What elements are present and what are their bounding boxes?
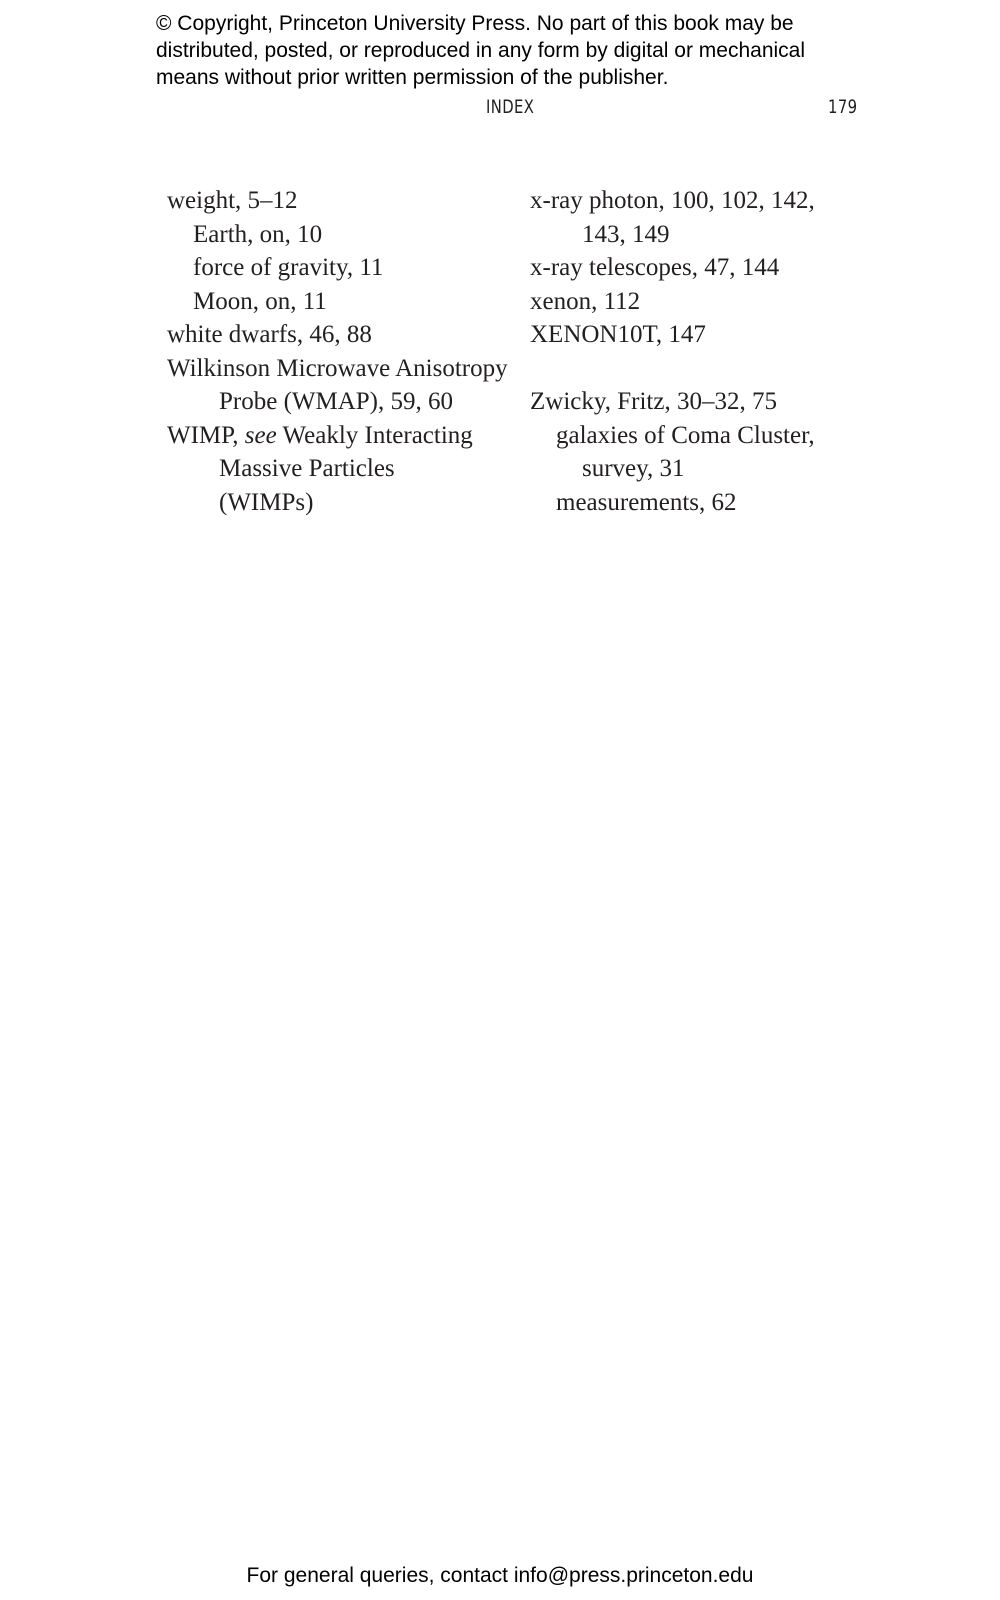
running-head <box>0 96 1000 126</box>
page-number: 179 <box>828 96 858 118</box>
index-entry-xenon10t: XENON10T, 147 <box>530 321 706 348</box>
copyright-line: distributed, posted, or reproduced in any form by digital or mechanical <box>156 39 806 62</box>
index-entry-zwicky: Zwicky, Fritz, 30–32, 75 <box>530 388 777 415</box>
index-entry-continuation: survey, 31 <box>582 455 685 482</box>
index-entry-continuation: 143, 149 <box>582 220 670 248</box>
running-title: INDEX <box>486 96 535 118</box>
index-entry-xray-photon: x-ray photon, 100, 102, 142, <box>530 187 815 214</box>
letter-group-spacer <box>530 352 850 386</box>
index-term: WIMP, <box>167 421 239 449</box>
see-reference: see <box>244 421 277 449</box>
index-entry-white-dwarfs: white dwarfs, 46, 88 <box>167 321 372 348</box>
footer-contact: For general queries, contact info@press.princeton.edu <box>246 1564 754 1587</box>
index-subentry: Moon, on, 11 <box>193 287 327 315</box>
cross-reference-target: Weakly Interacting <box>282 421 473 449</box>
index-entry-xenon: xenon, 112 <box>530 287 641 315</box>
copyright-line: © Copyright, Princeton University Press. No part of this book may be <box>156 12 794 35</box>
index-entry-wimp <box>167 419 507 453</box>
copyright-notice <box>156 10 876 91</box>
index-entry-wmap: Wilkinson Microwave Anisotropy <box>167 354 508 382</box>
index-entry-continuation: Massive Particles <box>219 455 395 482</box>
index-column-left <box>167 184 507 519</box>
copyright-line: means without prior written permission of the publisher. <box>156 66 669 89</box>
index-entry-weight: weight, 5–12 <box>167 187 298 214</box>
index-subentry: force of gravity, 11 <box>193 254 384 281</box>
index-entry-continuation: (WIMPs) <box>219 488 314 516</box>
index-entry-continuation: Probe (WMAP), 59, 60 <box>219 388 454 415</box>
index-column-right <box>530 184 850 519</box>
index-subentry: Earth, on, 10 <box>193 220 323 248</box>
index-entry-xray-telescopes: x-ray telescopes, 47, 144 <box>530 254 780 281</box>
index-subentry: measurements, 62 <box>556 488 737 516</box>
index-subentry: galaxies of Coma Cluster, <box>556 421 815 449</box>
